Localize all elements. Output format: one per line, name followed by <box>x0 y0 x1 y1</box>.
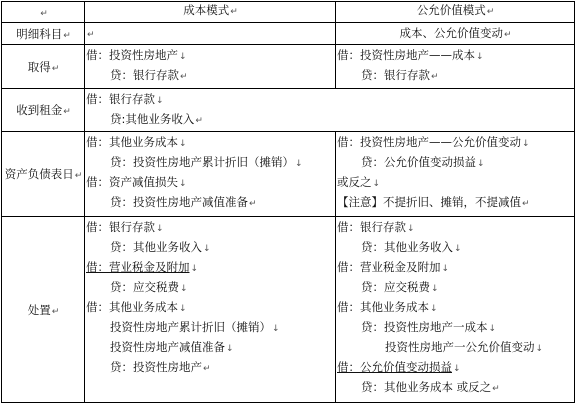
entry-line: 贷：投资性房地产一成本↓ <box>361 320 497 334</box>
header-corner-cell: ↵ <box>2 2 85 23</box>
entry-line: 借：银行存款↓ <box>86 92 164 106</box>
entry-line: 借：其他业务成本↓ <box>86 135 187 149</box>
entry-line: 借：其他业务成本↓ <box>337 300 438 314</box>
entry-line: 【注意】不提折旧、摊销，不提减值↵ <box>337 195 530 209</box>
cost-cell: ↵ <box>85 23 336 45</box>
entry-line: 贷：银行存款↵ <box>110 68 188 82</box>
entry-line: 贷：应交税费↓ <box>110 280 188 294</box>
fair-value-cell <box>336 217 575 403</box>
fair-value-cell <box>336 132 575 217</box>
fair-value-cell: 成本、公允价值变动↵ <box>336 23 575 45</box>
entry-line: 投资性房地产减值准备↓ <box>110 340 234 354</box>
entry-line: 借：营业税金及附加↓ <box>337 260 450 274</box>
entry-line: 借：银行存款↓ <box>337 220 415 234</box>
row-label: 处置↵ <box>2 217 85 403</box>
row-label: 收到租金↵ <box>2 89 85 132</box>
entry-line: 贷：投资性房地产↵ <box>110 360 211 374</box>
entry-line: 或反之↓ <box>337 175 381 189</box>
header-row <box>2 2 575 23</box>
rent-received-row <box>2 89 575 132</box>
cost-cell <box>85 45 336 89</box>
row-label: 资产负债表日↵ <box>2 132 85 217</box>
entry-line: 贷：其他业务成本 或反之↵ <box>361 380 500 394</box>
entry-line: 借：营业税金及附加↓ <box>86 260 199 274</box>
balance-sheet-date-row <box>2 132 575 217</box>
entry-line: 借：投资性房地产↓ <box>86 48 187 62</box>
entry-line: 贷：公允价值变动损益↓ <box>361 155 485 169</box>
fair-value-model-header: 公允价值模式↵ <box>336 2 575 23</box>
cost-model-header: 成本模式↵ <box>85 2 336 23</box>
acquisition-row <box>2 45 575 89</box>
entry-line: 投资性房地产一公允价值变动↓ <box>385 340 544 354</box>
entry-line: 贷：其他业务收入↓ <box>110 240 211 254</box>
disposal-row <box>2 217 575 403</box>
entry-line: 贷：投资性房地产累计折旧（摊销）↓ <box>110 155 303 169</box>
entry-line: 贷：银行存款↵ <box>361 68 439 82</box>
entry-line: 贷:其他业务收入↵ <box>110 112 203 126</box>
entry-line: 贷：投资性房地产减值准备↵ <box>110 195 257 209</box>
entry-line: 借：资产减值损失↓ <box>86 175 187 189</box>
accounting-comparison-table <box>1 1 575 403</box>
cost-cell <box>85 217 336 403</box>
entry-line: 借：银行存款↓ <box>86 220 164 234</box>
entry-line: 借：投资性房地产——公允价值变动↓ <box>337 135 530 149</box>
entry-line: 贷：应交税费↓ <box>361 280 439 294</box>
detail-account-row <box>2 23 575 45</box>
entry-line: 借：公允价值变动损益↓ <box>337 360 461 374</box>
row-label: 明细科目↵ <box>2 23 85 45</box>
entry-line: 投资性房地产累计折旧（摊销）↓ <box>110 320 280 334</box>
row-label: 取得↵ <box>2 45 85 89</box>
entry-line: 借：其他业务成本↓ <box>86 300 187 314</box>
entry-line: 借：投资性房地产——成本↓ <box>337 48 484 62</box>
fair-value-cell <box>336 45 575 89</box>
merged-cell <box>85 89 575 132</box>
entry-line: 贷：其他业务收入↓ <box>361 240 462 254</box>
cost-cell <box>85 132 336 217</box>
